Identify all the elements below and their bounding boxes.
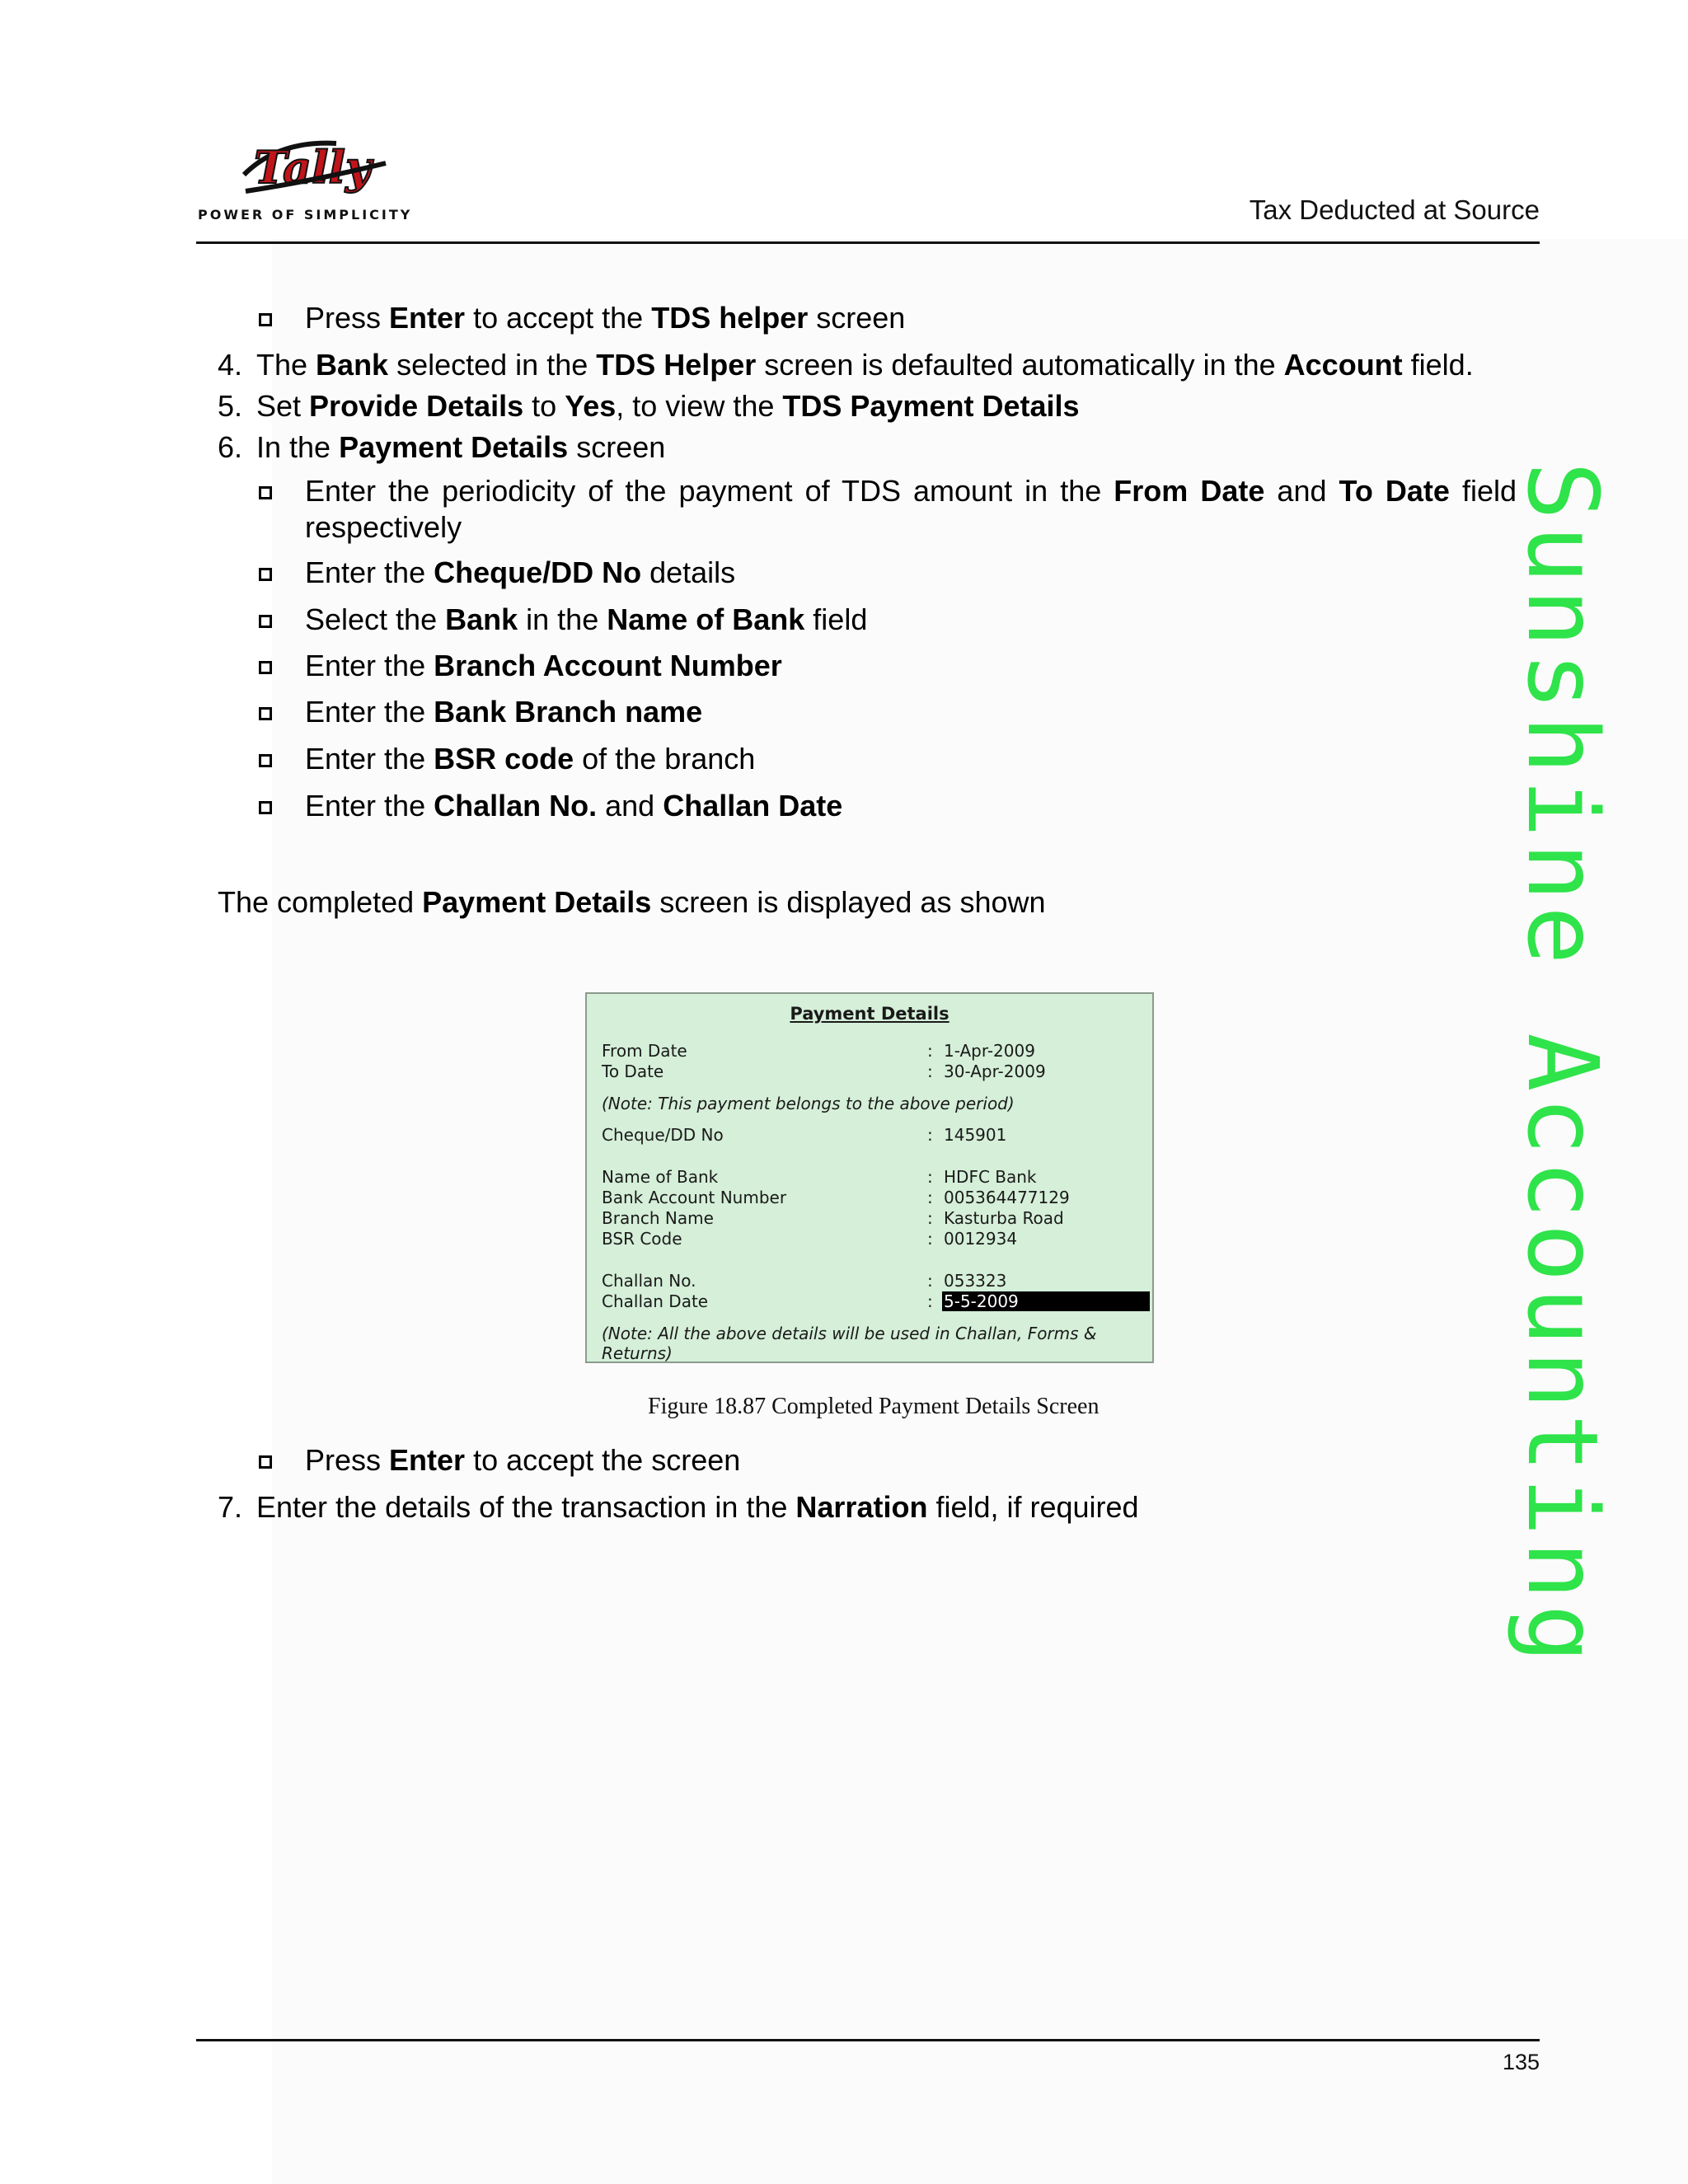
field-challan-no: Challan No. : 053323 <box>602 1271 1007 1291</box>
field-bsr-code: BSR Code : 0012934 <box>602 1229 1018 1249</box>
bullet-icon <box>259 661 272 674</box>
bullet-icon <box>259 801 272 814</box>
bullet-account-number: Enter the Branch Account Number <box>305 649 782 682</box>
page-number: 135 <box>1502 2050 1540 2074</box>
bullet-cheque: Enter the Cheque/DD No details <box>305 555 736 589</box>
bullet-periodicity: Enter the periodicity of the payment of TDS amount in the From Date and To Date field respectively <box>305 474 1517 544</box>
field-challan-date: Challan Date : 5-5-2009 <box>602 1291 1146 1313</box>
usage-note: (Note: All the above details will be used in Challan, Forms & Returns) <box>602 1324 1097 1363</box>
period-note: (Note: This payment belongs to the above period) <box>602 1094 1015 1113</box>
figure-caption: Figure 18.87 Completed Payment Details Screen <box>648 1394 1100 1419</box>
bullet-challan: Enter the Challan No. and Challan Date <box>305 789 843 823</box>
logo-tagline: POWER OF SIMPLICITY <box>198 207 413 223</box>
intro-paragraph: The completed Payment Details screen is displayed as shown <box>218 885 1046 919</box>
field-branch-name: Branch Name : Kasturba Road <box>602 1208 1064 1228</box>
bullet-icon <box>259 707 272 720</box>
footer-rule <box>196 2039 1540 2041</box>
field-cheque-dd-no: Cheque/DD No : 145901 <box>602 1125 1007 1145</box>
bullet-icon <box>259 486 272 499</box>
bullet-icon <box>259 568 272 581</box>
field-from-date: From Date : 1-Apr-2009 <box>602 1041 1035 1061</box>
bullet-icon <box>259 1455 272 1469</box>
tally-logo-icon <box>229 132 394 202</box>
step-number: 7. <box>218 1490 243 1524</box>
step-number: 6. <box>218 430 243 464</box>
bullet-press-enter-helper: Press Enter to accept the TDS helper screen <box>305 301 906 335</box>
svg-text:Tally: Tally <box>254 141 372 194</box>
step-4-text: The Bank selected in the TDS Helper screen is defaulted automatically in the Account field. <box>256 348 1474 382</box>
step-6-text: In the Payment Details screen <box>256 430 666 464</box>
bullet-bsr: Enter the BSR code of the branch <box>305 742 756 776</box>
bullet-bank: Select the Bank in the Name of Bank field <box>305 602 868 636</box>
figure-title: Payment Details <box>790 1004 950 1024</box>
bullet-press-enter-screen: Press Enter to accept the screen <box>305 1443 741 1477</box>
step-number: 4. <box>218 348 243 382</box>
step-number: 5. <box>218 389 243 423</box>
step-5-text: Set Provide Details to Yes, to view the TDS Payment Details <box>256 389 1080 423</box>
bullet-icon <box>259 754 272 767</box>
tally-logo <box>196 132 413 227</box>
step-7-text: Enter the details of the transaction in the Narration field, if required <box>256 1490 1139 1524</box>
payment-details-screen <box>585 992 1154 1363</box>
bullet-icon <box>259 615 272 628</box>
field-name-of-bank: Name of Bank : HDFC Bank <box>602 1167 1037 1187</box>
field-bank-account-number: Bank Account Number : 005364477129 <box>602 1188 1070 1207</box>
bullet-branch-name: Enter the Bank Branch name <box>305 695 703 729</box>
watermark: Sunshine Accounting <box>1506 462 1620 1668</box>
header-rule <box>196 241 1540 244</box>
bullet-icon <box>259 313 272 326</box>
running-head: Tax Deducted at Source <box>1249 194 1540 225</box>
field-to-date: To Date : 30-Apr-2009 <box>602 1062 1046 1081</box>
